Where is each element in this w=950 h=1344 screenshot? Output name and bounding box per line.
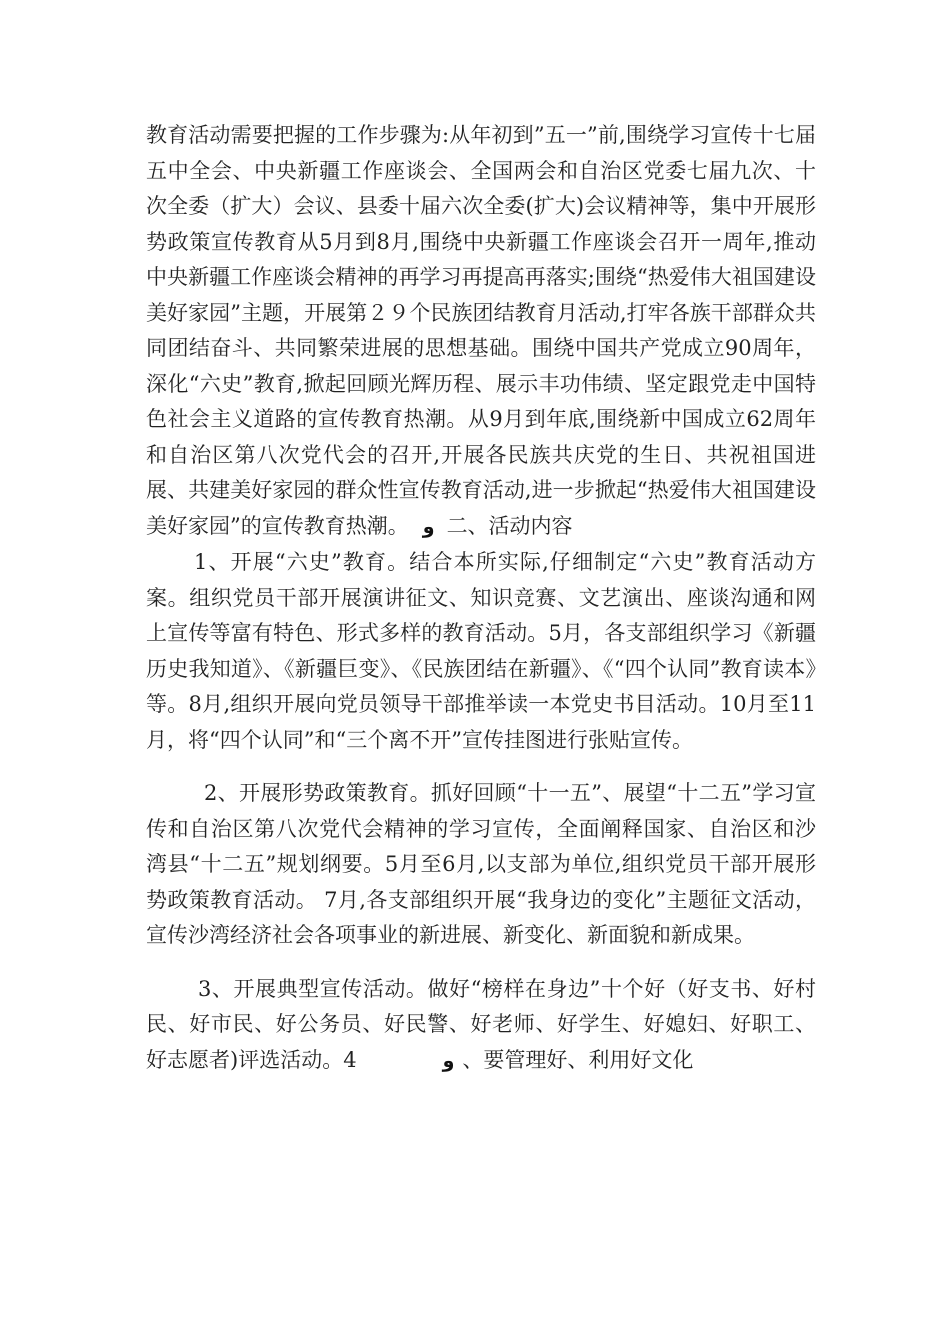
paragraph-model-publicity-end: 、要管理好、利用好文化 [462,1047,694,1072]
document-body [146,118,816,1079]
section-heading: 二、活动内容 [446,513,573,538]
paragraph-six-history-education: 1、开展“六史”教育。结合本所实际,仔细制定“六史”教育活动方案。组织党员干部开展演讲征文、知识竞赛、文艺演出、座谈沟通和网上宣传等富有特色、形式多样的教育活动。5月，各支部组织学习《新疆历史我知道》、《新疆巨变》、《民族团结在新疆》、《“四个认同”教育读本》等。8月,组织开展向党员领导干部推举读一本党史书目活动。10月至11月，将“四个认同”和“三个离不开”宣传挂图进行张贴宣传。 [146,550,816,752]
paragraph-model-publicity-start: 3、开展典型宣传活动。做好“榜样在身边”十个好（好支书、好村民、好市民、好公务员、好民警、好老师、好学生、好媳妇、好职工、好志愿者)评选活动。4 [146,976,816,1072]
paragraph-model-publicity [146,972,816,1080]
paragraph-policy-education: 2、开展形势政策教育。抓好回顾“十一五”、展望“十二五”学习宣传和自治区第八次党代会精神的学习宣传，全面阐释国家、自治区和沙湾县“十二五”规划纲要。5月至6月,以支部为单位,组织党员干部开展形势政策教育活动。 7月,各支部组织开展“我身边的变化”主题征文活动，宣传沙湾经济社会各项事业的新进展、新变化、新面貌和新成果。 [146,781,816,947]
intro-paragraph [146,118,816,545]
inline-mark-arabic-2: و [442,1049,455,1072]
intro-paragraph-text: 教育活动需要把握的工作步骤为:从年初到”五一”前,围绕学习宣传十七届五中全会、中央新疆工作座谈会、全国两会和自治区党委七届九次、十次全委（扩大）会议、县委十届六次全委(扩大)会议精神等，集中开展形势政策宣传教育从5月到8月,围绕中央新疆工作座谈会召开一周年,推动中央新疆工作座谈会精神的再学习再提高再落实;围绕“热爱伟大祖国建设美好家园”主题，开展第２９个民族团结教育月活动,打牢各族干部群众共同团结奋斗、共同繁荣进展的思想基础。围绕中国共产党成立90周年，深化“六史”教育,掀起回顾光辉历程、展示丰功伟绩、坚定跟党走中国特色社会主义道路的宣传教育热潮。从9月到年底,围绕新中国成立62周年和自治区第八次党代会的召开,开展各民族共庆党的生日、共祝祖国进展、共建美好家园的群众性宣传教育活动,进一步掀起“热爱伟大祖国建设美好家园”的宣传教育热潮。 [146,123,816,538]
inline-mark-arabic: و [422,515,435,538]
